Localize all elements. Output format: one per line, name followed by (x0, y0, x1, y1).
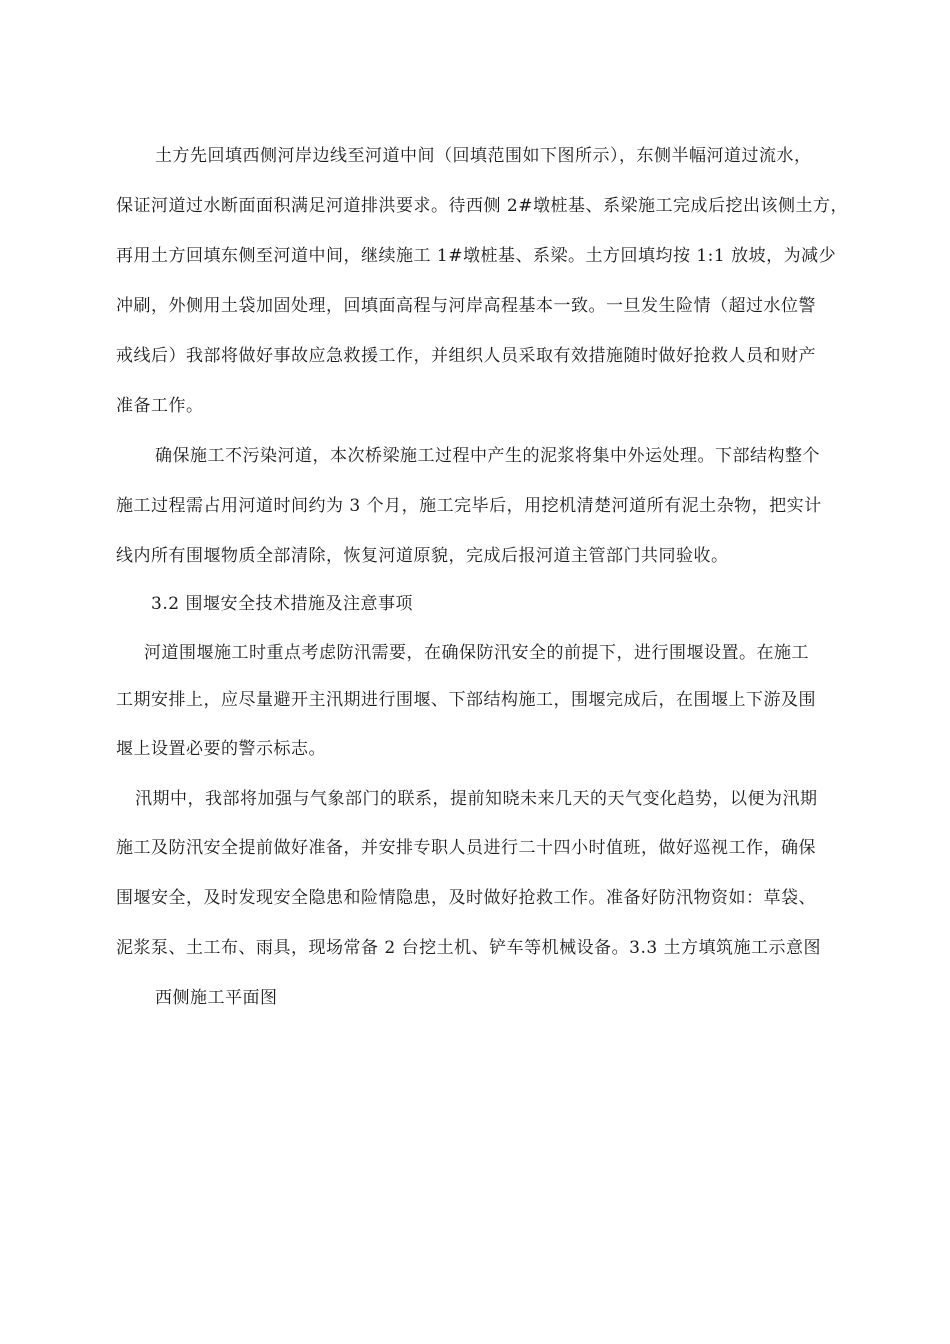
text-line: 施工及防汛安全提前做好准备，并安排专职人员进行二十四小时值班，做好巡视工作，确保 (116, 838, 816, 858)
text-line: 施工过程需占用河道时间约为 3 个月，施工完毕后，用挖机清楚河道所有泥土杂物，把实计 (116, 496, 822, 516)
text-line: 围堰安全，及时发现安全隐患和险情隐患，及时做好抢救工作。准备好防汛物资如：草袋、 (116, 888, 816, 908)
section-heading: 3.2 围堰安全技术措施及注意事项 (151, 594, 413, 614)
text-line: 河道围堰施工时重点考虑防汛需要，在确保防汛安全的前提下，进行围堰设置。在施工 (144, 643, 809, 663)
text-line: 土方先回填西侧河岸边线至河道中间（回填范围如下图所示），东侧半幅河道过流水， (155, 146, 812, 166)
text-line: 戒线后）我部将做好事故应急救援工作，并组织人员采取有效措施随时做好抢救人员和财产 (116, 346, 816, 366)
text-line: 准备工作。 (116, 396, 204, 416)
text-line: 线内所有围堰物质全部清除，恢复河道原貌，完成后报河道主管部门共同验收。 (116, 546, 729, 566)
text-line: 保证河道过水断面面积满足河道排洪要求。待西侧 2#墩桩基、系梁施工完成后挖出该侧土方， (116, 196, 848, 216)
text-line: 确保施工不污染河道，本次桥梁施工过程中产生的泥浆将集中外运处理。下部结构整个 (155, 446, 820, 466)
text-line: 冲刷，外侧用土袋加固处理，回填面高程与河岸高程基本一致。一旦发生险情（超过水位警 (116, 296, 816, 316)
text-line: 堰上设置必要的警示标志。 (116, 739, 326, 759)
text-line: 再用土方回填东侧至河道中间，继续施工 1#墩桩基、系梁。土方回填均按 1:1 放坡，为减少 (116, 246, 837, 266)
text-line: 泥浆泵、土工布、雨具，现场常备 2 台挖土机、铲车等机械设备。3.3 土方填筑施工示意图 (116, 938, 822, 958)
text-line: 汛期中，我部将加强与气象部门的联系，提前知晓未来几天的天气变化趋势，以便为汛期 (135, 789, 818, 809)
text-line: 工期安排上，应尽量避开主汛期进行围堰、下部结构施工，围堰完成后，在围堰上下游及围 (116, 690, 816, 710)
figure-caption: 西侧施工平面图 (155, 988, 278, 1008)
